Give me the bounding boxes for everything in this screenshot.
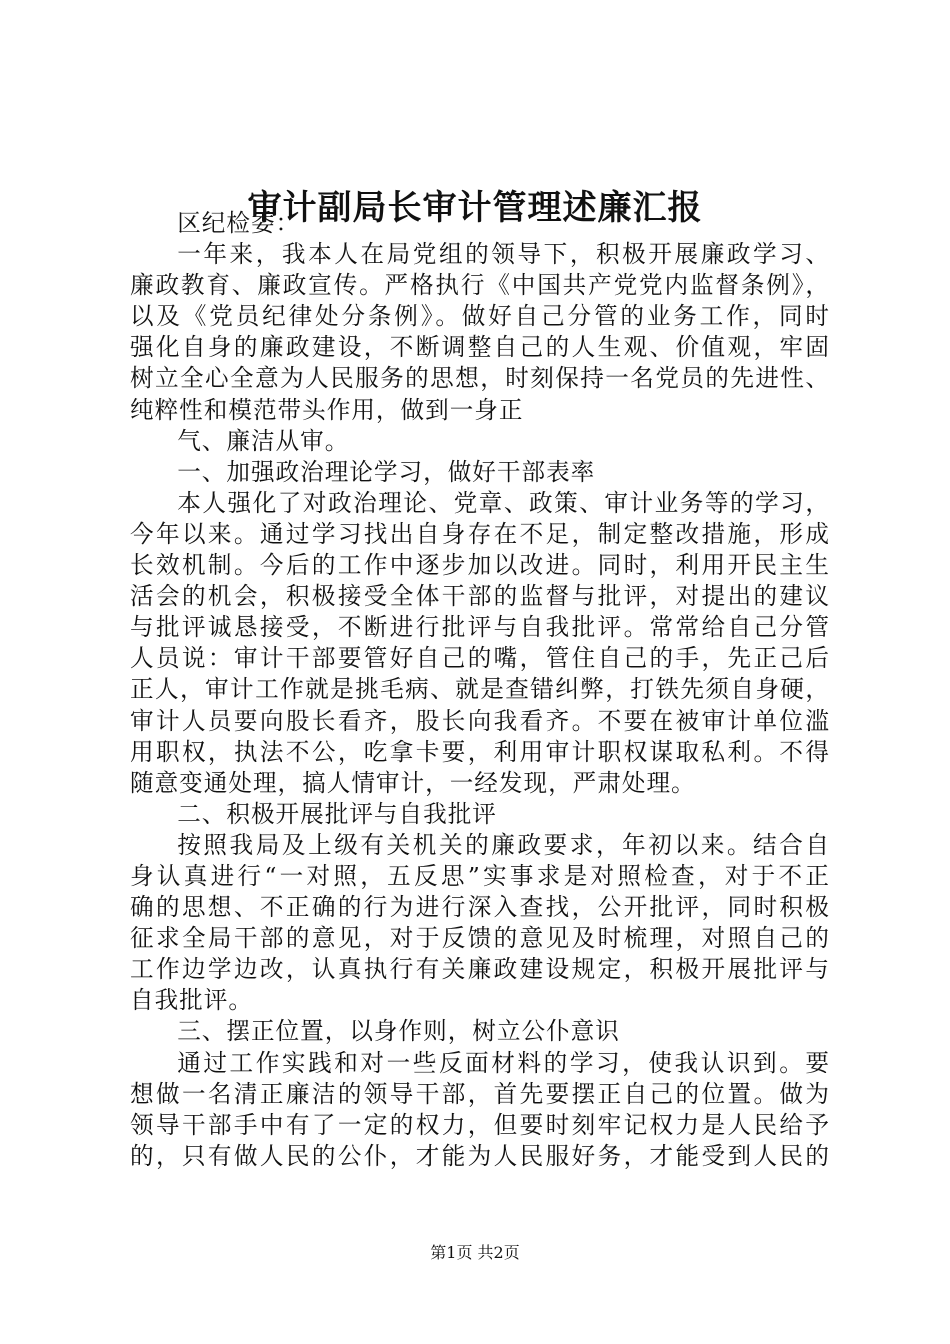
paragraph-line: 用职权，执法不公，吃拿卡要，利用审计职权谋取私利。不得 (130, 737, 830, 766)
paragraph-line: 一、加强政治理论学习，做好干部表率 (177, 457, 596, 486)
paragraph-line: 区纪检委： (177, 209, 301, 237)
document-body (130, 208, 830, 1172)
paragraph-line: 的，只有做人民的公仆，才能为人民服好务，才能受到人民的 (130, 1141, 830, 1170)
paragraph (130, 1048, 830, 1172)
paragraph-line: 廉政教育、廉政宣传。严格执行《中国共产党党内监督条例》， (130, 271, 830, 300)
paragraph-line: 二、积极开展批评与自我批评 (177, 799, 497, 828)
paragraph-line: 活会的机会，积极接受全体干部的监督与批评，对提出的建议 (130, 582, 830, 611)
paragraph-line: 正人，审计工作就是挑毛病、就是查错纠弊，打铁先须自身硬， (130, 675, 830, 704)
paragraph-line: 本人强化了对政治理论、党章、政策、审计业务等的学习， (177, 488, 830, 517)
paragraph-line: 通过工作实践和对一些反面材料的学习，使我认识到。要 (177, 1048, 830, 1077)
page-footer: 第1页 共2页 (430, 1243, 520, 1262)
paragraph-line: 工作边学边改，认真执行有关廉政建设规定，积极开展批评与 (130, 955, 830, 984)
paragraph-line: 确的思想、不正确的行为进行深入查找，公开批评，同时积极 (130, 893, 830, 922)
paragraph-line: 与批评诚恳接受，不断进行批评与自我批评。常常给自己分管 (130, 613, 830, 642)
paragraph-line: 树立全心全意为人民服务的思想，时刻保持一名党员的先进性、 (130, 364, 830, 393)
paragraph (130, 457, 830, 488)
paragraph (130, 488, 830, 799)
paragraph-line: 人员说：审计干部要管好自己的嘴，管住自己的手，先正己后 (130, 644, 830, 673)
paragraph-line: 随意变通处理，搞人情审计，一经发现，严肃处理。 (130, 768, 696, 797)
paragraph-line: 气、廉洁从审。 (177, 426, 350, 455)
paragraph-line: 自我批评。 (130, 986, 253, 1015)
paragraph-line: 今年以来。通过学习找出自身存在不足，制定整改措施，形成 (130, 519, 830, 548)
paragraph-line: 纯粹性和模范带头作用，做到一身正 (130, 395, 524, 424)
paragraph-line: 想做一名清正廉洁的领导干部，首先要摆正自己的位置。做为 (130, 1079, 830, 1108)
paragraph (130, 239, 830, 426)
paragraph-line: 身认真进行“一对照，五反思”实事求是对照检查，对于不正 (130, 861, 830, 890)
paragraph (130, 1016, 830, 1047)
paragraph-line: 一年来，我本人在局党组的领导下，积极开展廉政学习、 (177, 240, 830, 269)
paragraph-line: 以及《党员纪律处分条例》。做好自己分管的业务工作，同时 (130, 302, 830, 331)
paragraph-line: 审计人员要向股长看齐，股长向我看齐。不要在被审计单位滥 (130, 706, 830, 735)
paragraph (130, 426, 830, 457)
paragraph-line: 征求全局干部的意见，对于反馈的意见及时梳理，对照自己的 (130, 924, 830, 953)
paragraph-line: 强化自身的廉政建设，不断调整自己的人生观、价值观，牢固 (130, 333, 830, 362)
paragraph (130, 830, 830, 1017)
paragraph-line: 长效机制。今后的工作中逐步加以改进。同时，利用开民主生 (130, 551, 830, 580)
paragraph-line: 按照我局及上级有关机关的廉政要求，年初以来。结合自 (177, 830, 830, 859)
paragraph (130, 208, 830, 239)
paragraph (130, 799, 830, 830)
document-title: 审计副局长审计管理述廉汇报 (247, 188, 703, 228)
paragraph-line: 领导干部手中有了一定的权力，但要时刻牢记权力是人民给予 (130, 1110, 830, 1139)
paragraph-line: 三、摆正位置，以身作则，树立公仆意识 (177, 1017, 620, 1046)
